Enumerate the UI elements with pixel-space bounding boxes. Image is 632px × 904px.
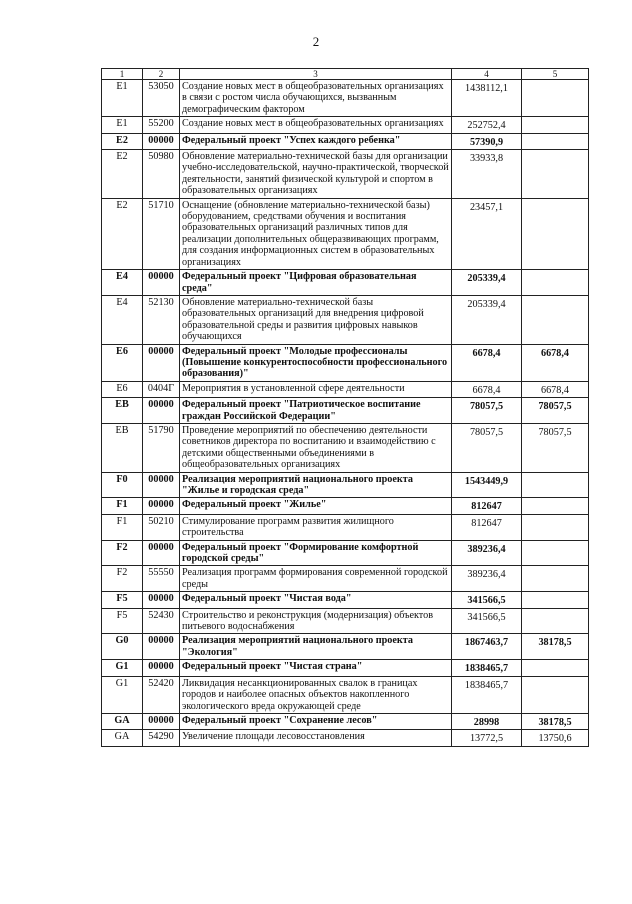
direction-code-cell: 00000 — [143, 133, 180, 149]
description-cell: Федеральный проект "Патриотическое воспитание граждан Российской Федерации" — [180, 398, 452, 424]
description-cell: Обновление материально-технической базы для организации учебно-исследовательской, научно-практической, творческой деятельности, занятий физической культурой и спортом в образовательных организациях — [180, 150, 452, 199]
amount-federal-cell — [522, 117, 589, 133]
direction-code-cell: 00000 — [143, 270, 180, 296]
program-code-cell: E4 — [102, 270, 143, 296]
description-cell: Федеральный проект "Успех каждого ребенка" — [180, 133, 452, 149]
amount-federal-cell: 38178,5 — [522, 713, 589, 729]
description-cell: Реализация мероприятий национального проекта "Экология" — [180, 634, 452, 660]
description-cell: Обновление материально-технической базы образовательных организаций для внедрения цифровой образовательной среды и развития цифровых навыков обучающихся — [180, 295, 452, 344]
direction-code-cell: 52430 — [143, 608, 180, 634]
program-code-cell: E2 — [102, 198, 143, 269]
table-row — [102, 634, 589, 660]
program-code-cell: E2 — [102, 133, 143, 149]
amount-cell: 1838465,7 — [452, 660, 522, 676]
table-row — [102, 270, 589, 296]
table-row — [102, 730, 589, 746]
description-cell: Федеральный проект "Чистая страна" — [180, 660, 452, 676]
amount-cell: 6678,4 — [452, 381, 522, 397]
direction-code-cell: 51710 — [143, 198, 180, 269]
table-header-row — [102, 69, 589, 80]
program-code-cell: EB — [102, 423, 143, 472]
description-cell: Создание новых мест в общеобразовательных организациях — [180, 117, 452, 133]
description-cell: Федеральный проект "Молодые профессионалы (Повышение конкурентоспособности профессионального образования)" — [180, 344, 452, 381]
amount-cell: 1867463,7 — [452, 634, 522, 660]
table-row — [102, 423, 589, 472]
program-code-cell: F1 — [102, 514, 143, 540]
program-code-cell: E1 — [102, 117, 143, 133]
program-code-cell: F2 — [102, 566, 143, 592]
description-cell: Оснащение (обновление материально-технической базы) оборудованием, средствами обучения и воспитания образовательных организаций различных типов для реализации дополнительных общеразвивающих программ, для создания информационных систем в образовательных организациях — [180, 198, 452, 269]
amount-cell: 205339,4 — [452, 270, 522, 296]
amount-federal-cell — [522, 608, 589, 634]
table-row — [102, 150, 589, 199]
amount-cell: 812647 — [452, 514, 522, 540]
program-code-cell: F5 — [102, 592, 143, 608]
description-cell: Федеральный проект "Цифровая образовательная среда" — [180, 270, 452, 296]
amount-cell: 1438112,1 — [452, 80, 522, 117]
description-cell: Увеличение площади лесовосстановления — [180, 730, 452, 746]
description-cell: Федеральный проект "Жилье" — [180, 498, 452, 514]
program-code-cell: E2 — [102, 150, 143, 199]
amount-federal-cell — [522, 540, 589, 566]
program-code-cell: G0 — [102, 634, 143, 660]
table-row — [102, 398, 589, 424]
amount-cell: 1838465,7 — [452, 676, 522, 713]
description-cell: Ликвидация несанкционированных свалок в границах городов и наиболее опасных объектов накопленного экологического вреда окружающей среде — [180, 676, 452, 713]
program-code-cell: E6 — [102, 344, 143, 381]
amount-cell: 33933,8 — [452, 150, 522, 199]
table-row — [102, 676, 589, 713]
amount-cell: 341566,5 — [452, 592, 522, 608]
direction-code-cell: 54290 — [143, 730, 180, 746]
table-row — [102, 592, 589, 608]
amount-federal-cell: 6678,4 — [522, 381, 589, 397]
header-col-1: 1 — [102, 69, 143, 80]
program-code-cell: F2 — [102, 540, 143, 566]
budget-table — [101, 68, 589, 747]
amount-cell: 252752,4 — [452, 117, 522, 133]
amount-federal-cell — [522, 498, 589, 514]
direction-code-cell: 00000 — [143, 660, 180, 676]
amount-cell: 341566,5 — [452, 608, 522, 634]
header-col-3: 3 — [180, 69, 452, 80]
amount-cell: 28998 — [452, 713, 522, 729]
table-row — [102, 80, 589, 117]
program-code-cell: G1 — [102, 676, 143, 713]
amount-federal-cell: 38178,5 — [522, 634, 589, 660]
program-code-cell: F5 — [102, 608, 143, 634]
amount-federal-cell — [522, 150, 589, 199]
amount-cell: 57390,9 — [452, 133, 522, 149]
amount-federal-cell — [522, 472, 589, 498]
direction-code-cell: 00000 — [143, 498, 180, 514]
program-code-cell: GA — [102, 713, 143, 729]
table-row — [102, 498, 589, 514]
header-col-5: 5 — [522, 69, 589, 80]
direction-code-cell: 00000 — [143, 713, 180, 729]
amount-cell: 812647 — [452, 498, 522, 514]
description-cell: Федеральный проект "Чистая вода" — [180, 592, 452, 608]
amount-federal-cell — [522, 80, 589, 117]
direction-code-cell: 51790 — [143, 423, 180, 472]
amount-cell: 23457,1 — [452, 198, 522, 269]
program-code-cell: E6 — [102, 381, 143, 397]
direction-code-cell: 00000 — [143, 398, 180, 424]
program-code-cell: F1 — [102, 498, 143, 514]
amount-federal-cell: 78057,5 — [522, 398, 589, 424]
direction-code-cell: 53050 — [143, 80, 180, 117]
table-row — [102, 117, 589, 133]
amount-federal-cell — [522, 592, 589, 608]
description-cell: Реализация программ формирования современной городской среды — [180, 566, 452, 592]
description-cell: Федеральный проект "Сохранение лесов" — [180, 713, 452, 729]
description-cell: Создание новых мест в общеобразовательных организациях в связи с ростом числа обучающихся, вызванным демографическим фактором — [180, 80, 452, 117]
direction-code-cell: 0404Г — [143, 381, 180, 397]
amount-cell: 78057,5 — [452, 423, 522, 472]
amount-cell: 389236,4 — [452, 566, 522, 592]
table-row — [102, 344, 589, 381]
table-row — [102, 381, 589, 397]
program-code-cell: F0 — [102, 472, 143, 498]
header-col-4: 4 — [452, 69, 522, 80]
amount-cell: 6678,4 — [452, 344, 522, 381]
table-row — [102, 514, 589, 540]
amount-federal-cell: 6678,4 — [522, 344, 589, 381]
table-row — [102, 660, 589, 676]
amount-federal-cell — [522, 198, 589, 269]
amount-federal-cell — [522, 295, 589, 344]
table-row — [102, 713, 589, 729]
amount-federal-cell — [522, 270, 589, 296]
table-row — [102, 472, 589, 498]
description-cell: Реализация мероприятий национального проекта "Жилье и городская среда" — [180, 472, 452, 498]
program-code-cell: G1 — [102, 660, 143, 676]
amount-federal-cell: 78057,5 — [522, 423, 589, 472]
amount-cell: 78057,5 — [452, 398, 522, 424]
description-cell: Стимулирование программ развития жилищного строительства — [180, 514, 452, 540]
table-row — [102, 566, 589, 592]
program-code-cell: E4 — [102, 295, 143, 344]
budget-table-body — [102, 69, 589, 747]
amount-federal-cell — [522, 514, 589, 540]
direction-code-cell: 00000 — [143, 592, 180, 608]
program-code-cell: EB — [102, 398, 143, 424]
amount-cell: 389236,4 — [452, 540, 522, 566]
direction-code-cell: 55200 — [143, 117, 180, 133]
program-code-cell: GA — [102, 730, 143, 746]
amount-federal-cell — [522, 676, 589, 713]
amount-cell: 205339,4 — [452, 295, 522, 344]
amount-federal-cell: 13750,6 — [522, 730, 589, 746]
amount-cell: 1543449,9 — [452, 472, 522, 498]
direction-code-cell: 00000 — [143, 540, 180, 566]
amount-federal-cell — [522, 133, 589, 149]
description-cell: Мероприятия в установленной сфере деятельности — [180, 381, 452, 397]
direction-code-cell: 55550 — [143, 566, 180, 592]
amount-federal-cell — [522, 566, 589, 592]
amount-federal-cell — [522, 660, 589, 676]
direction-code-cell: 50210 — [143, 514, 180, 540]
table-row — [102, 133, 589, 149]
direction-code-cell: 00000 — [143, 634, 180, 660]
direction-code-cell: 52420 — [143, 676, 180, 713]
description-cell: Федеральный проект "Формирование комфортной городской среды" — [180, 540, 452, 566]
table-row — [102, 198, 589, 269]
page-number: 2 — [312, 34, 320, 49]
description-cell: Проведение мероприятий по обеспечению деятельности советников директора по воспитанию и взаимодействию с детскими общественными объединениями в общеобразовательных организациях — [180, 423, 452, 472]
direction-code-cell: 50980 — [143, 150, 180, 199]
table-row — [102, 540, 589, 566]
header-col-2: 2 — [143, 69, 180, 80]
table-row — [102, 608, 589, 634]
direction-code-cell: 52130 — [143, 295, 180, 344]
table-row — [102, 295, 589, 344]
program-code-cell: E1 — [102, 80, 143, 117]
direction-code-cell: 00000 — [143, 472, 180, 498]
description-cell: Строительство и реконструкция (модернизация) объектов питьевого водоснабжения — [180, 608, 452, 634]
direction-code-cell: 00000 — [143, 344, 180, 381]
amount-cell: 13772,5 — [452, 730, 522, 746]
